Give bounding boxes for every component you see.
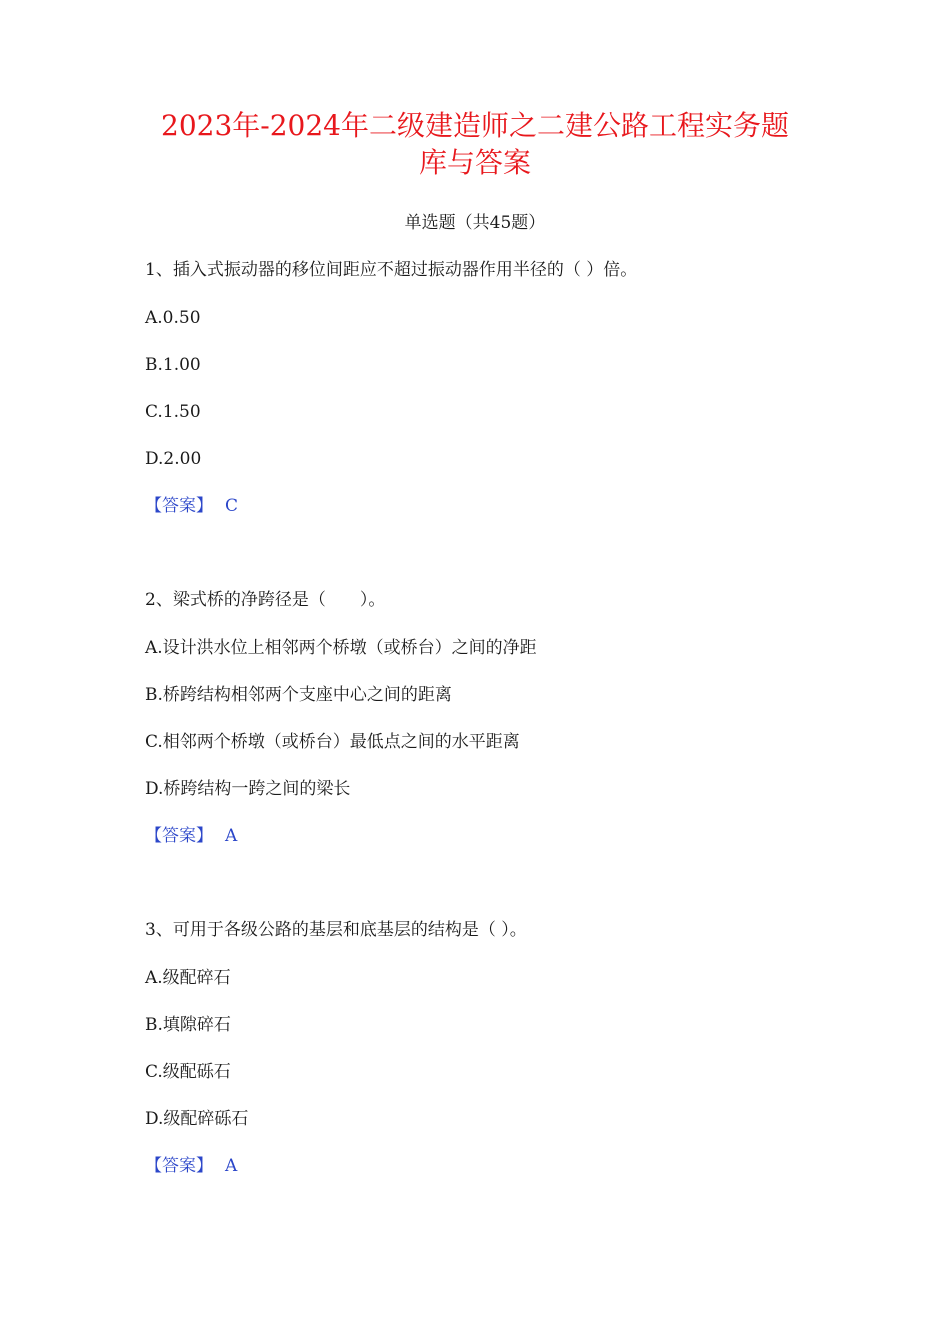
question-2-option-d: D.桥跨结构一跨之间的梁长	[145, 779, 351, 799]
answer-label: 【答案】	[145, 826, 213, 846]
question-3-option-c: C.级配砾石	[145, 1062, 231, 1082]
answer-value: A	[225, 1156, 238, 1176]
question-1-option-a: A.0.50	[145, 308, 201, 328]
document-title-line-2: 库与答案	[418, 146, 531, 179]
answer-value: A	[225, 826, 238, 846]
answer-label: 【答案】	[145, 1156, 213, 1176]
question-3-option-d: D.级配碎砾石	[145, 1109, 249, 1129]
question-2-stem: 2、梁式桥的净跨径是（ ）。	[145, 590, 386, 610]
question-1-option-b: B.1.00	[145, 355, 201, 375]
question-2-option-a: A.设计洪水位上相邻两个桥墩（或桥台）之间的净距	[145, 638, 537, 658]
section-header: 单选题（共45题）	[404, 213, 546, 233]
question-3-option-b: B.填隙碎石	[145, 1015, 231, 1035]
question-2-option-c: C.相邻两个桥墩（或桥台）最低点之间的水平距离	[145, 732, 520, 752]
question-3-answer	[145, 1154, 237, 1178]
question-1-stem: 1、插入式振动器的移位间距应不超过振动器作用半径的（ ）倍。	[145, 260, 638, 280]
question-2-option-b: B.桥跨结构相邻两个支座中心之间的距离	[145, 685, 452, 705]
question-3-stem: 3、可用于各级公路的基层和底基层的结构是（ ）。	[145, 920, 527, 940]
question-2-answer	[145, 824, 237, 848]
question-1-option-c: C.1.50	[145, 402, 201, 422]
answer-label: 【答案】	[145, 496, 213, 516]
question-1-answer	[145, 494, 238, 518]
document-title-line-1: 2023年-2024年二级建造师之二建公路工程实务题	[161, 109, 789, 142]
question-1-option-d: D.2.00	[145, 449, 202, 469]
question-3-option-a: A.级配碎石	[145, 968, 231, 988]
answer-value: C	[225, 496, 239, 516]
